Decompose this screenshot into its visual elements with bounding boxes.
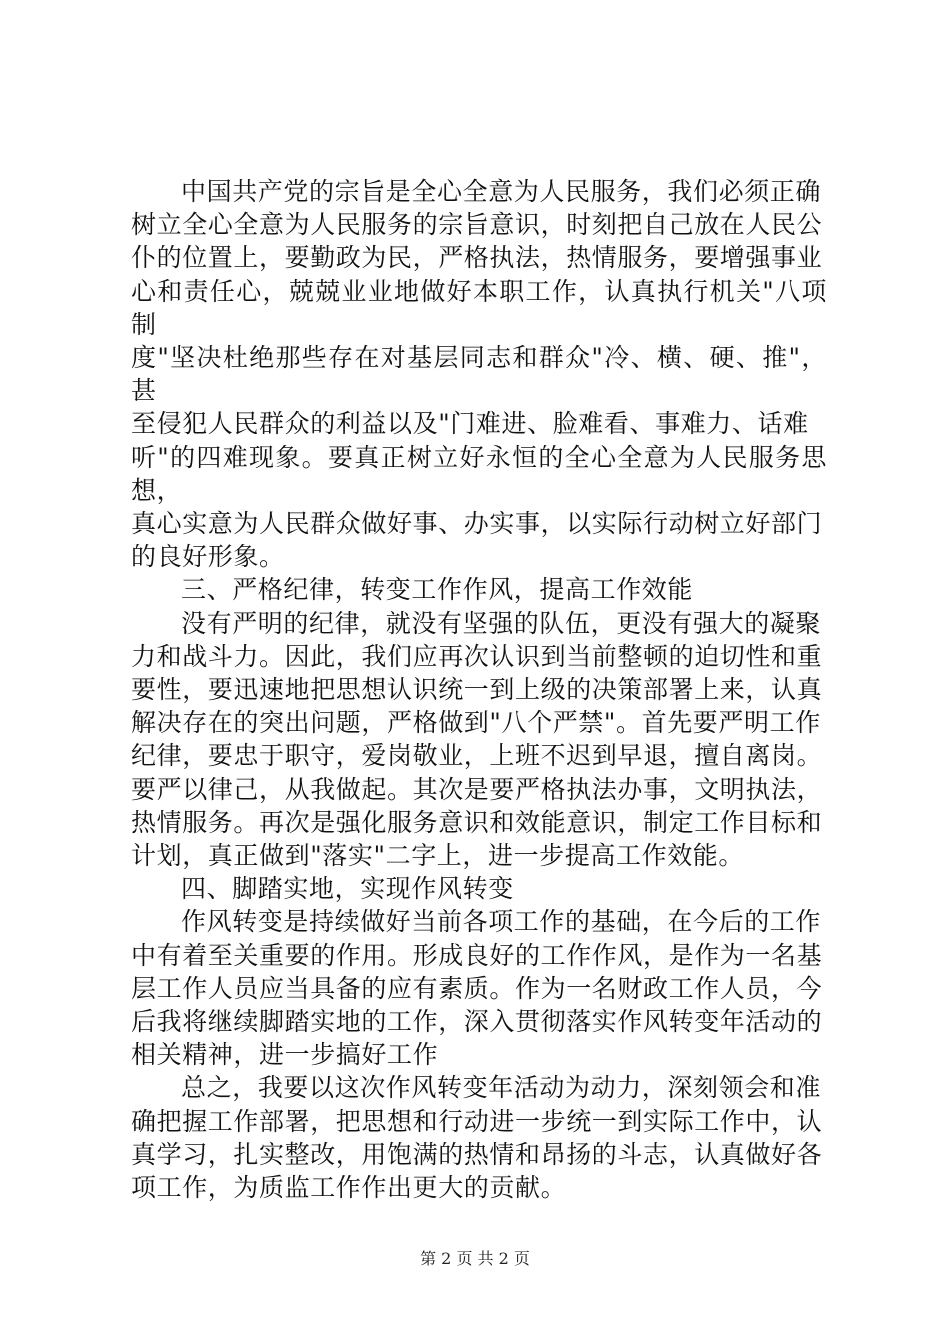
paragraph-work-style: 作风转变是持续做好当前各项工作的基础，在今后的工作 中有着至关重要的作用。形成良好的工作作风，是作为一名基 层工作人员应当具备的应有素质。作为一名财政工作人员，今 后我将继续脚踏实地的工作，深入贯彻落实作风转变年活动的 相关精神，进一步搞好工作 [131, 907, 823, 1070]
page-number-footer: 第 2 页 共 2 页 [420, 1249, 530, 1268]
section-heading-discipline: 三、严格纪律，转变工作作风，提高工作效能 [181, 575, 694, 605]
section-heading-work-style: 四、脚踏实地，实现作风转变 [181, 874, 514, 904]
paragraph-conclusion: 总之，我要以这次作风转变年活动为动力，深刻领会和准 确把握工作部署，把思想和行动进一步统一到实际工作中，认 真学习，扎实整改，用饱满的热情和昂扬的斗志，认真做好各 项工作，为质监工作作出更大的贡献。 [131, 1073, 823, 1203]
paragraph-discipline: 没有严明的纪律，就没有坚强的队伍，更没有强大的凝聚 力和战斗力。因此，我们应再次认识到当前整顿的迫切性和重 要性，要迅速地把思想认识统一到上级的决策部署上来，认真 解决存在的突出问题，严格做到"八个严禁"。首先要严明工作 纪律，要忠于职守，爱岗敬业，上班不迟到早退，擅自离岗。 要严以律己，从我做起。其次是要严格执法办事，文明执法， 热情服务。再次是强化服务意识和效能意识，制定工作目标和 计划，真正做到"落实"二字上，进一步提高工作效能。 [131, 608, 823, 871]
paragraph-service-purpose: 中国共产党的宗旨是全心全意为人民服务，我们必须正确 树立全心全意为人民服务的宗旨意识，时刻把自己放在人民公 仆的位置上，要勤政为民，严格执法，热情服务，要增强事业 心和责任心，兢兢业业地做好本职工作，认真执行机关"八项制 度"坚决杜绝那些存在对基层同志和群众"冷、横、硬、推"，甚 至侵犯人民群众的利益以及"门难进、脸难看、事难力、话难 听"的四难现象。要真正树立好永恒的全心全意为人民服务思想， 真心实意为人民群众做好事、办实事，以实际行动树立好部门 的良好形象。 [131, 177, 827, 572]
document-body [131, 175, 827, 1204]
